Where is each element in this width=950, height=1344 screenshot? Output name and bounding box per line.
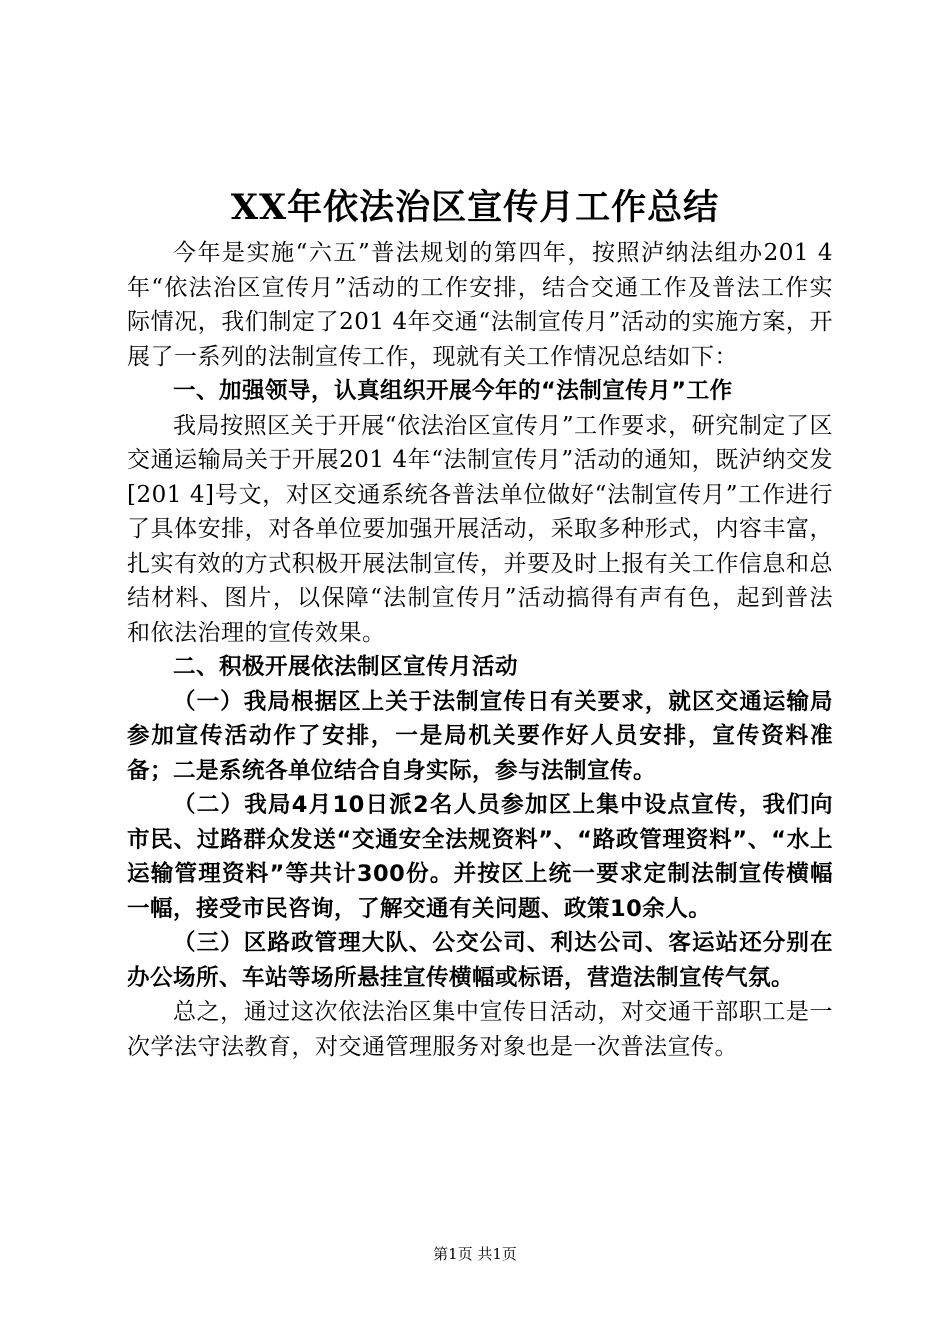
page-number-footer: 第1页 共1页	[433, 1245, 517, 1263]
page-title: XX年依法治区宣传月工作总结	[230, 187, 720, 228]
section-2-item-1: （一）我局根据区上关于法制宣传日有关要求，就区交通运输局参加宣传活动作了安排，一是局机关要作好人员安排，宣传资料准备；二是系统各单位结合自身实际，参与法制宣传。	[127, 688, 833, 784]
intro-paragraph: 今年是实施“六五”普法规划的第四年，按照泸纳法组办201 4年“依法治区宣传月”活动的工作安排，结合交通工作及普法工作实际情况，我们制定了201 4年交通“法制宣传月”活动的实施方案，开展了一系列的法制宣传工作，现就有关工作情况总结如下：	[127, 240, 833, 370]
section-heading-1: 一、加强领导，认真组织开展今年的“法制宣传月”工作	[173, 378, 733, 404]
conclusion-paragraph: 总之，通过这次依法治区集中宣传日活动，对交通干部职工是一次学法守法教育，对交通管理服务对象也是一次普法宣传。	[127, 999, 833, 1060]
section-2-item-2: （二）我局4月10日派2名人员参加区上集中设点宣传，我们向市民、过路群众发送“交通安全法规资料”、“路政管理资料”、“水上运输管理资料”等共计300份。并按区上统一要求定制法制宣传横幅一幅，接受市民咨询，了解交通有关问题、政策10余人。	[127, 792, 833, 922]
section-2-item-3: （三）区路政管理大队、公交公司、利达公司、客运站还分别在办公场所、车站等场所悬挂宣传横幅或标语，营造法制宣传气氛。	[127, 930, 833, 991]
document-body	[127, 236, 833, 1064]
section-heading-2: 二、积极开展依法制区宣传月活动	[173, 654, 519, 680]
section-1-paragraph: 我局按照区关于开展“依法治区宣传月”工作要求，研究制定了区交通运输局关于开展201 4年“法制宣传月”活动的通知，既泸纳交发[201 4]号文，对区交通系统各普法单位做好“法制宣传月”工作进行了具体安排，对各单位要加强开展活动，采取多种形式，内容丰富，扎实有效的方式积极开展法制宣传，并要及时上报有关工作信息和总结材料、图片，以保障“法制宣传月”活动搞得有声有色，起到普法和依法治理的宣传效果。	[127, 412, 833, 646]
